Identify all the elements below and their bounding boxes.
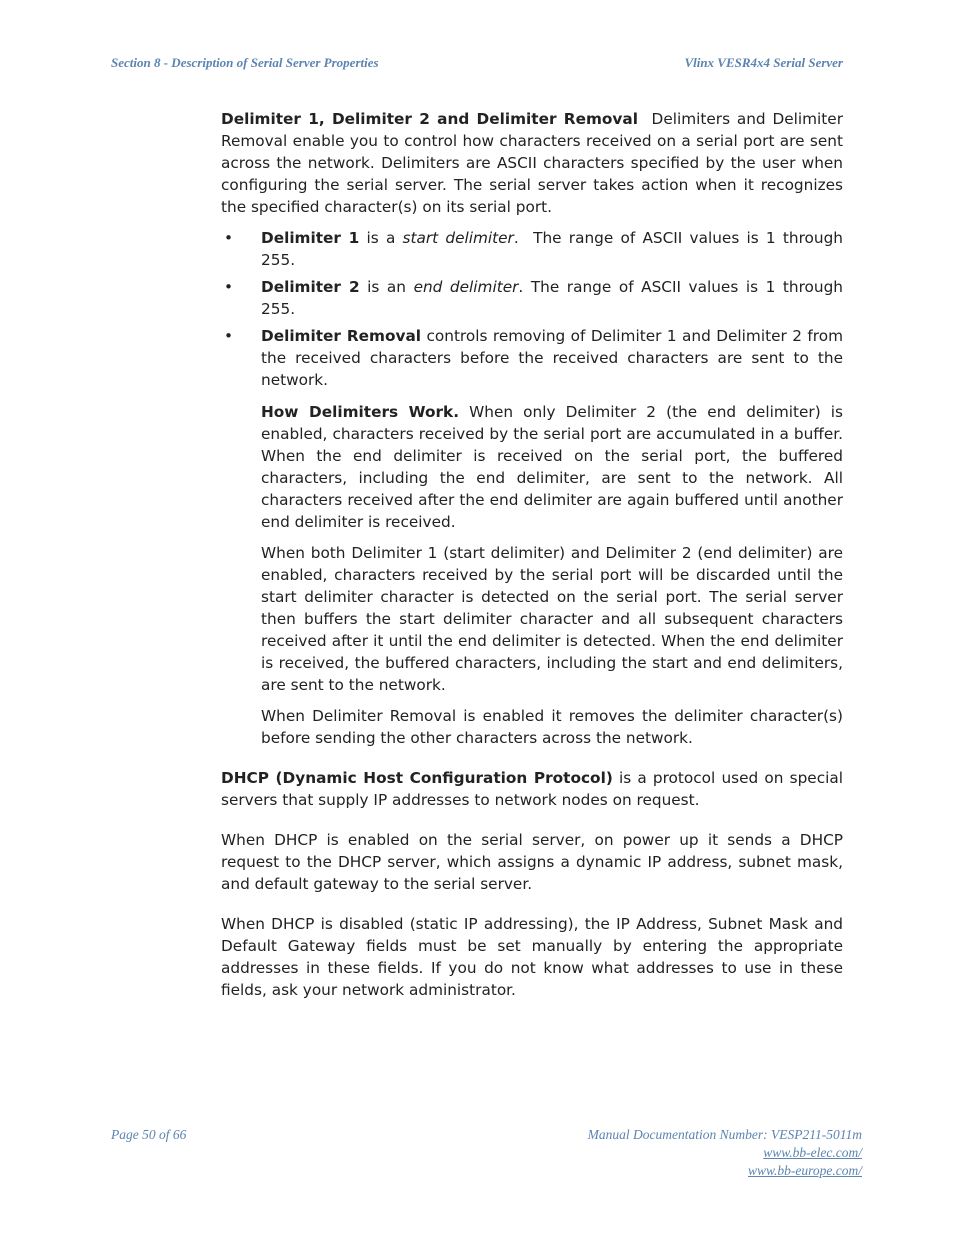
header-product-title: Vlinx VESR4x4 Serial Server xyxy=(684,55,843,70)
delimiter-bullet-list xyxy=(221,227,848,391)
dhcp-heading: DHCP (Dynamic Host Configuration Protocol) xyxy=(221,769,613,787)
bullet-text: controls removing of Delimiter 1 and Delimiter 2 from the received characters before the received characters are sent to the network. xyxy=(261,327,848,389)
delimiter-removal-paragraph: When Delimiter Removal is enabled it removes the delimiter character(s) before sending the other characters across the network. xyxy=(261,707,843,747)
bullet-text: . The range of ASCII values is 1 through 255. xyxy=(261,229,848,269)
footer-doc-number: Manual Documentation Number: VESP211-5011m xyxy=(587,1127,862,1142)
footer-page-number: Page 50 of 66 xyxy=(111,1127,187,1142)
bullet-text: is a xyxy=(359,229,403,247)
dhcp-disabled-paragraph: When DHCP is disabled (static IP addressing), the IP Address, Subnet Mask and Default Gateway fields must be set manually by entering the appropriate addresses in these fields. If you do not know what addresses to use in these fields, ask your network administrator. xyxy=(221,915,843,999)
list-item xyxy=(221,227,848,271)
bullet-icon: • xyxy=(224,278,234,296)
list-item xyxy=(221,325,848,391)
how-delimiters-work-text: When only Delimiter 2 (the end delimiter) is enabled, characters received by the serial port are accumulated in a buffer. When the end delimiter is received on the serial port, the buffered characters, including the end delimiter, are sent to the network. All characters received after the end delimiter are again buffered until another end delimiter is received. xyxy=(261,403,848,531)
bullet-emphasis: start delimiter xyxy=(402,229,514,247)
document-body xyxy=(221,108,848,1001)
footer-link-bb-europe[interactable]: www.bb-europe.com/ xyxy=(748,1163,862,1178)
delimiter-intro-heading: Delimiter 1, Delimiter 2 and Delimiter Removal xyxy=(221,110,638,128)
bullet-term: Delimiter Removal xyxy=(261,327,422,345)
delimiter-intro-text: Delimiters and Delimiter Removal enable you to control how characters received on a serial port are sent across the network. Delimiters are ASCII characters specified by the user when configuring the serial server. The serial server takes action when it recognizes the specified character(s) on its serial port. xyxy=(221,110,848,216)
footer-link-bb-elec[interactable]: www.bb-elec.com/ xyxy=(763,1145,862,1160)
bullet-icon: • xyxy=(224,327,234,345)
bullet-text: is an xyxy=(359,278,414,296)
how-delimiters-work-paragraph xyxy=(261,401,848,533)
dhcp-intro-paragraph xyxy=(221,767,848,811)
bullet-term: Delimiter 1 xyxy=(261,229,360,247)
dhcp-enabled-paragraph: When DHCP is enabled on the serial server, on power up it sends a DHCP request to the DHCP server, which assigns a dynamic IP address, subnet mask, and default gateway to the serial server. xyxy=(221,831,843,893)
bullet-emphasis: end delimiter xyxy=(413,278,519,296)
delimiter-intro-paragraph xyxy=(221,108,848,218)
header-section-title: Section 8 - Description of Serial Server Properties xyxy=(111,55,379,70)
dhcp-intro-text: is a protocol used on special servers that supply IP addresses to network nodes on request. xyxy=(221,769,848,809)
bullet-icon: • xyxy=(224,229,234,247)
both-delimiters-paragraph: When both Delimiter 1 (start delimiter) and Delimiter 2 (end delimiter) are enabled, characters received by the serial port will be discarded until the start delimiter character is detected on the serial port. The serial server then buffers the start delimiter character and all subsequent characters received after it until the end delimiter is detected. When the end delimiter is received, the buffered characters, including the start and end delimiters, are sent to the network. xyxy=(261,544,843,694)
list-item xyxy=(221,276,848,320)
bullet-text: . The range of ASCII values is 1 through 255. xyxy=(261,278,848,318)
bullet-term: Delimiter 2 xyxy=(261,278,360,296)
how-delimiters-work-heading: How Delimiters Work. xyxy=(261,403,460,421)
